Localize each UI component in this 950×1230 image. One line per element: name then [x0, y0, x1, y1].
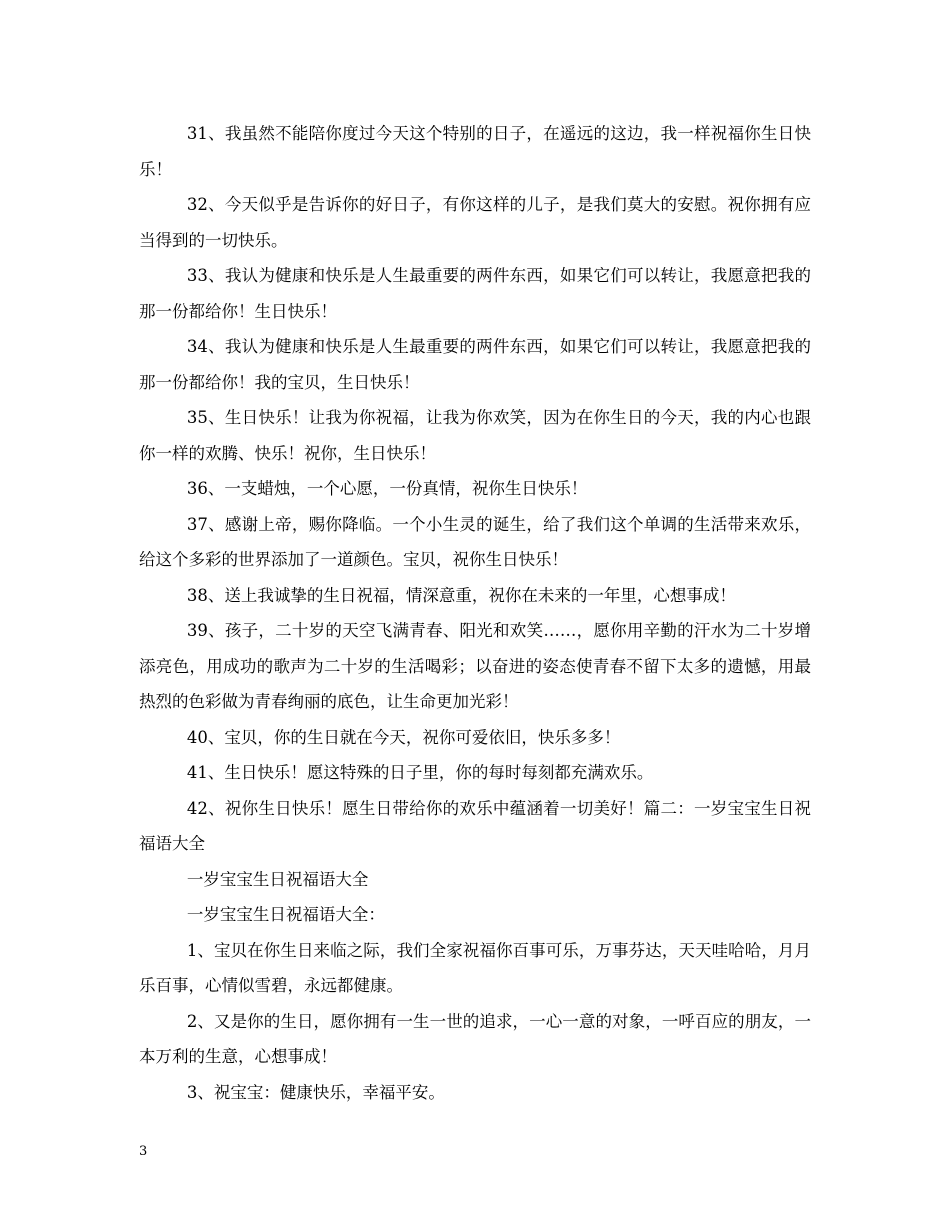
paragraph-36: 36、一支蜡烛，一个心愿，一份真情，祝你生日快乐！ [186, 479, 588, 498]
paragraph-2: 2、又是你的生日，愿你拥有一生一世的追求，一心一意的对象，一呼百应的朋友，一本万利的生意，心想事成！ [139, 1011, 811, 1066]
paragraph-32: 32、今天似乎是告诉你的好日子，有你这样的儿子，是我们莫大的安慰。祝你拥有应当得到的一切快乐。 [139, 195, 811, 250]
paragraph-40: 40、宝贝，你的生日就在今天，祝你可爱依旧，快乐多多！ [186, 727, 621, 747]
section-subheading: 一岁宝宝生日祝福语大全： [186, 905, 385, 924]
paragraph-35: 35、生日快乐！让我为你祝福，让我为你欢笑，因为在你生日的今天，我的内心也跟你一样的欢腾、快乐！祝你，生日快乐！ [139, 408, 811, 463]
section-heading: 一岁宝宝生日祝福语大全 [186, 869, 369, 889]
paragraph-37: 37、感谢上帝，赐你降临。一个小生灵的诞生，给了我们这个单调的生活带来欢乐，给这个多彩的世界添加了一道颜色。宝贝，祝你生日快乐！ [139, 514, 811, 569]
paragraph-31: 31、我虽然不能陪你度过今天这个特别的日子，在遥远的这边，我一样祝福你生日快乐！ [139, 124, 811, 179]
paragraph-42: 42、祝你生日快乐！愿生日带给你的欢乐中蕴涵着一切美好！篇二：一岁宝宝生日祝福语大全 [139, 798, 811, 853]
paragraph-1: 1、宝贝在你生日来临之际，我们全家祝福你百事可乐，万事芬达，天天哇哈哈，月月乐百事，心情似雪碧，永远都健康。 [139, 940, 811, 995]
paragraph-34: 34、我认为健康和快乐是人生最重要的两件东西，如果它们可以转让，我愿意把我的那一份都给你！我的宝贝，生日快乐！ [139, 337, 811, 392]
page-number: 3 [139, 1144, 148, 1159]
paragraph-38: 38、送上我诚挚的生日祝福，情深意重，祝你在未来的一年里，心想事成！ [186, 585, 736, 605]
document-body [139, 116, 811, 1110]
paragraph-33: 33、我认为健康和快乐是人生最重要的两件东西，如果它们可以转让，我愿意把我的那一份都给你！生日快乐！ [139, 266, 811, 321]
paragraph-39: 39、孩子，二十岁的天空飞满青春、阳光和欢笑……，愿你用辛勤的汗水为二十岁增添亮色，用成功的歌声为二十岁的生活喝彩；以奋进的姿态使青春不留下太多的遗憾，用最热烈的色彩做为青春绚丽的底色，让生命更加光彩！ [139, 621, 811, 711]
paragraph-3: 3、祝宝宝：健康快乐，幸福平安。 [186, 1082, 445, 1102]
paragraph-41: 41、生日快乐！愿这特殊的日子里，你的每时每刻都充满欢乐。 [186, 763, 654, 782]
